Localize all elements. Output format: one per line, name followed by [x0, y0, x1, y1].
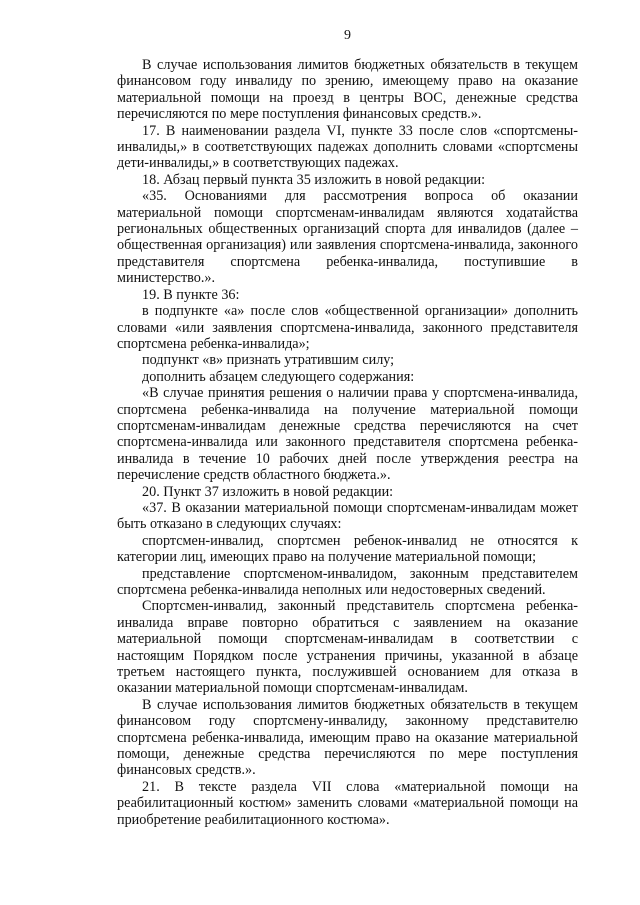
paragraph-refusal-category: спортсмен-инвалид, спортсмен ребенок-инвалид не относятся к категории лиц, имеющих право на получение материальной помощи; — [117, 532, 578, 566]
paragraph-add-clause: дополнить абзацем следующего содержания: — [142, 368, 415, 385]
paragraph-item-35-text: «35. Основаниями для рассмотрения вопроса об оказании материальной помощи спортсменам-инвалидам являются ходатайства региональных общественных организаций спорта для инвалидов (далее – общественная организация) или заявления спортсмена-инвалида, законного представителя спортсмена ребенка-инвалида, поступившие в министерство.». — [117, 188, 578, 287]
document-page — [117, 0, 578, 905]
paragraph-item-20: 20. Пункт 37 изложить в новой редакции: — [142, 483, 394, 500]
document-body — [117, 57, 578, 828]
paragraph-subitem-v: подпункт «в» признать утратившим силу; — [142, 352, 395, 369]
paragraph-item-17: 17. В наименовании раздела VI, пункте 33 после слов «спортсмены-инвалиды,» в соответствующих падежах дополнить словами «спортсмены дети-инвалиды,» в соответствующих падежах. — [117, 122, 578, 172]
paragraph-subitem-a: в подпункте «а» после слов «общественной организации» дополнить словами «или заявления спортсмена-инвалида, законного представителя спортсмена ребенка-инвалида»; — [117, 303, 578, 352]
paragraph-refusal-incomplete: представление спортсменом-инвалидом, законным представителем спортсмена ребенка-инвалида неполных или недостоверных сведений. — [117, 565, 578, 598]
paragraph-item-18: 18. Абзац первый пункта 35 изложить в новой редакции: — [142, 171, 486, 188]
paragraph-item-19: 19. В пункте 36: — [142, 286, 240, 303]
paragraph-budget-limits-vision: В случае использования лимитов бюджетных обязательств в текущем финансовом году инвалиду по зрению, имеющему право на оказание материальной помощи на проезд в центры ВОС, денежные средства перечисляются по мере поступления финансовых средств.». — [117, 57, 578, 123]
page-number: 9 — [344, 28, 351, 43]
paragraph-reapply: Спортсмен-инвалид, законный представитель спортсмена ребенка-инвалида вправе повторно обратиться с заявлением на оказание материальной помощи спортсменам-инвалидам в соответствии с настоящим Порядком после устранения причины, указанной в абзаце третьем настоящего пункта, послужившей основанием для отказа в оказании материальной помощи спортсменам-инвалидам. — [117, 598, 578, 697]
paragraph-budget-limits-athletes: В случае использования лимитов бюджетных обязательств в текущем финансовом году спортсмену-инвалиду, законному представителю спортсмена ребенка-инвалида, имеющим право на оказание материальной помощи, денежные средства перечисляются по мере поступления финансовых средств.». — [117, 696, 578, 779]
paragraph-item-21: 21. В тексте раздела VII слова «материальной помощи на реабилитационный костюм» заменить словами «материальной помощи на приобретение реабилитационного костюма». — [117, 778, 578, 828]
paragraph-payment-decision: «В случае принятия решения о наличии права у спортсмена-инвалида, спортсмена ребенка-инвалида на получение материальной помощи спортсменам-инвалидам денежные средства перечисляются на счет спортсмена-инвалида или законного представителя спортсмена ребенка-инвалида в течение 10 рабочих дней после утверждения реестра на перечисление средств областного бюджета.». — [117, 385, 578, 484]
paragraph-item-37-text: «37. В оказании материальной помощи спортсменам-инвалидам может быть отказано в следующих случаях: — [117, 499, 578, 533]
